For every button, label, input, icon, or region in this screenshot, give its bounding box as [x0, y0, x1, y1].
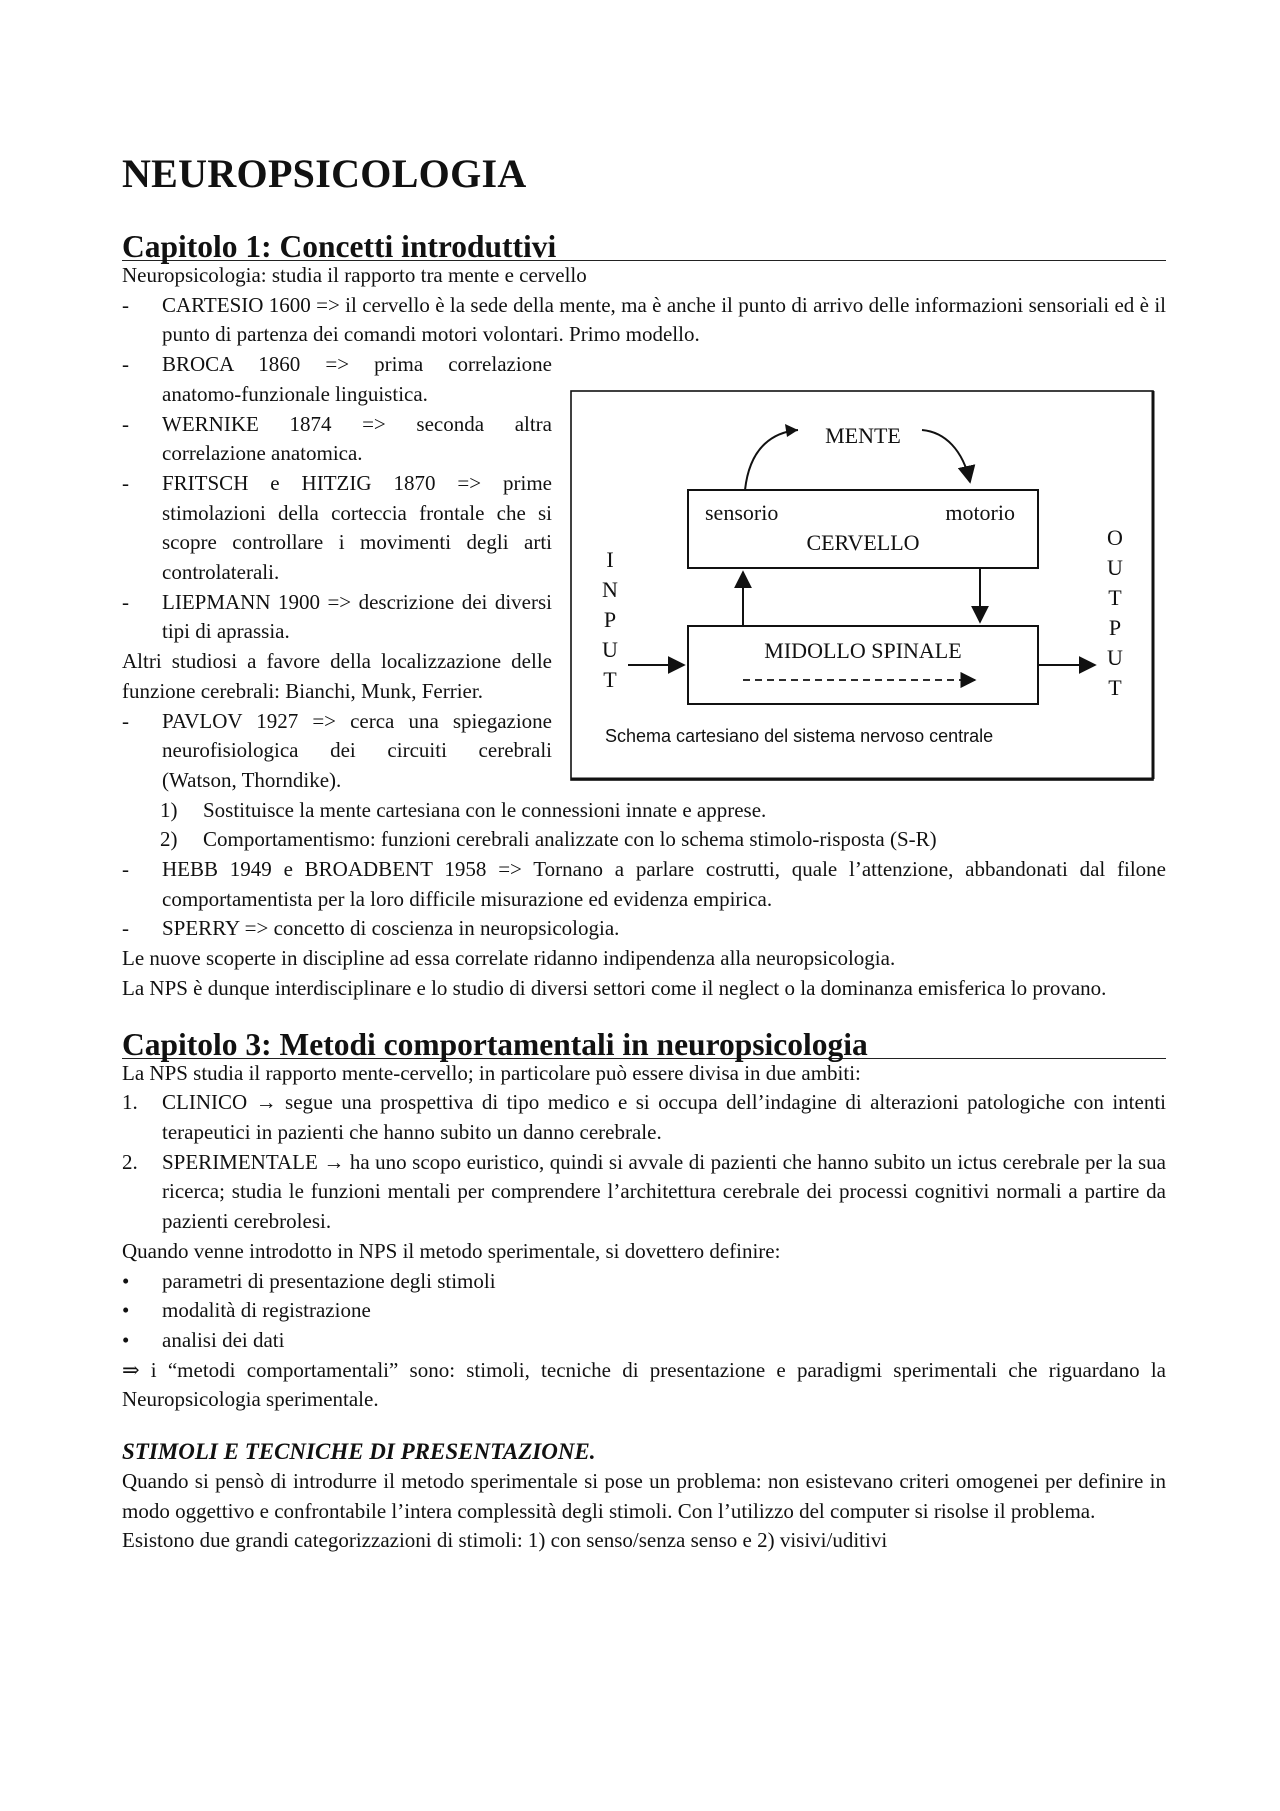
list-item-text: CLINICO → segue una prospettiva di tipo medico e si occupa dell’indagine di alterazioni patologiche con intenti terapeutici in pazienti che hanno subito un danno cerebrale.	[162, 1090, 1166, 1144]
list-item-clinico	[122, 1088, 1166, 1147]
dash-marker: -	[122, 708, 129, 733]
arrow-to-mente-head	[785, 424, 798, 437]
arrow-from-mente	[922, 430, 970, 482]
stimoli-heading: STIMOLI E TECNICHE DI PRESENTAZIONE.	[122, 1439, 596, 1465]
stimoli-paragraph-2: Esistono due grandi categorizzazioni di stimoli: 1) con senso/senza senso e 2) visivi/uditivi	[122, 1528, 888, 1553]
output-label-letter: P	[1108, 615, 1122, 640]
dash-marker: -	[122, 292, 129, 317]
output-label-letter: T	[1108, 675, 1122, 700]
bullet-icon: •	[122, 1327, 130, 1352]
bullet-item	[122, 1267, 1166, 1297]
number-marker: 2)	[160, 827, 178, 852]
diagram-frame	[571, 391, 1153, 780]
input-label-letter: N	[602, 577, 618, 602]
number-marker: 1)	[160, 797, 178, 822]
midollo-label: MIDOLLO SPINALE	[764, 638, 962, 663]
dash-marker: -	[122, 470, 129, 495]
chapter1-intro: Neuropsicologia: studia il rapporto tra mente e cervello	[122, 263, 587, 287]
dash-marker: -	[122, 589, 129, 614]
metodi-comportamentali-text: ⇒ i “metodi comportamentali” sono: stimoli, tecniche di presentazione e paradigmi sperimentali che riguardano la Neuropsicologia sperimentale.	[122, 1357, 1166, 1412]
dash-marker: -	[122, 857, 129, 882]
bullet-text: modalità di registrazione	[162, 1298, 371, 1323]
bullet-icon: •	[122, 1298, 130, 1323]
altri-studiosi-text: Altri studiosi a favore della localizzazione delle funzione cerebrali: Bianchi, Munk, Ferrier.	[122, 649, 552, 703]
list-item-liepmann	[122, 588, 552, 647]
input-label-letter: U	[602, 637, 618, 662]
sensorio-label: sensorio	[705, 500, 779, 525]
bullet-item	[122, 1296, 1166, 1326]
dash-marker: -	[122, 916, 129, 941]
input-label-letter: P	[603, 607, 617, 632]
list-item-text: LIEPMANN 1900 => descrizione dei diversi tipi di aprassia.	[162, 589, 552, 644]
number-marker: 1.	[122, 1090, 138, 1115]
list-item-sperry	[122, 914, 1166, 944]
nuove-scoperte-text: Le nuove scoperte in discipline ad essa correlate ridanno indipendenza alla neuropsicologia.	[122, 946, 896, 971]
bullet-text: analisi dei dati	[162, 1327, 285, 1352]
number-marker: 2.	[122, 1149, 138, 1174]
stimoli-paragraph-1: Quando si pensò di introdurre il metodo sperimentale si pose un problema: non esistevano criteri omogenei per definire in modo oggettivo e confrontabile l’intera complessità degli stimoli. Con l’utilizzo del computer si risolse il problema.	[122, 1469, 1166, 1523]
diagram-caption: Schema cartesiano del sistema nervoso centrale	[605, 726, 994, 746]
subitem-text: Comportamentismo: funzioni cerebrali analizzate con lo schema stimolo-risposta (S-R)	[203, 827, 937, 852]
list-item-text: BROCA 1860 => prima correlazione anatomo-funzionale linguistica.	[162, 352, 552, 406]
nps-interdisciplinare-text: La NPS è dunque interdisciplinare e lo studio di diversi settori come il neglect o la dominanza emisferica lo provano.	[122, 975, 1107, 1000]
diagram-svg	[570, 390, 1156, 783]
bullet-text: parametri di presentazione degli stimoli	[162, 1268, 496, 1293]
list-item-text: WERNIKE 1874 => seconda altra correlazione anatomica.	[162, 411, 552, 466]
chapter3-heading: Capitolo 3: Metodi comportamentali in neuropsicologia	[122, 1032, 1166, 1059]
output-label-letter: U	[1107, 555, 1123, 580]
output-label-letter: T	[1108, 585, 1122, 610]
chapter3-intro: La NPS studia il rapporto mente-cervello; in particolare può essere divisa in due ambiti:	[122, 1060, 861, 1085]
dash-marker: -	[122, 411, 129, 436]
cervello-label: CERVELLO	[806, 530, 920, 555]
list-item-text: CARTESIO 1600 => il cervello è la sede della mente, ma è anche il punto di arrivo delle informazioni sensoriali ed è il punto di partenza dei comandi motori volontari. Primo modello.	[162, 292, 1166, 347]
input-label	[602, 547, 618, 692]
list-item-cartesio	[122, 291, 1166, 350]
subitem-text: Sostituisce la mente cartesiana con le connessioni innate e apprese.	[203, 797, 767, 822]
list-item-text: SPERRY => concetto di coscienza in neuropsicologia.	[162, 916, 620, 941]
output-label	[1107, 525, 1123, 700]
list-item-text: SPERIMENTALE → ha uno scopo euristico, quindi si avvale di pazienti che hanno subito un ictus cerebrale per la sua ricerca; studia le funzioni mentali per comprendere l’architettura cerebrale dei processi cognitivi normali a partire da pazienti cerebrolesi.	[162, 1149, 1166, 1234]
pavlov-subitem-1	[122, 796, 1166, 826]
left-column	[122, 350, 552, 796]
quando-venne-text: Quando venne introdotto in NPS il metodo sperimentale, si dovettero definire:	[122, 1238, 781, 1263]
input-label-letter: I	[606, 547, 614, 572]
motorio-label: motorio	[945, 500, 1015, 525]
list-item-broca	[122, 350, 552, 409]
document-title: NEUROPSICOLOGIA	[122, 151, 527, 196]
output-label-letter: O	[1107, 525, 1123, 550]
list-item-fritsch	[122, 469, 552, 588]
list-item-hebb	[122, 855, 1166, 914]
list-item-sperimentale	[122, 1148, 1166, 1237]
list-item-text: HEBB 1949 e BROADBENT 1958 => Tornano a parlare costrutti, quale l’attenzione, abbandonati dal filone comportamentista per la loro difficile misurazione ed evidenza empirica.	[162, 857, 1166, 911]
output-label-letter: U	[1107, 645, 1123, 670]
input-label-letter: T	[603, 667, 617, 692]
chapter1-heading: Capitolo 1: Concetti introduttivi	[122, 234, 1166, 261]
dash-marker: -	[122, 352, 129, 377]
cartesian-diagram	[570, 390, 1156, 783]
bullet-item	[122, 1326, 1166, 1356]
arrow-to-mente	[745, 430, 798, 490]
mente-label: MENTE	[825, 423, 901, 448]
bullet-icon: •	[122, 1268, 130, 1293]
list-item-wernike	[122, 410, 552, 469]
list-item-pavlov	[122, 707, 552, 796]
pavlov-subitem-2	[122, 825, 1166, 855]
list-item-text: PAVLOV 1927 => cerca una spiegazione neurofisiologica dei circuiti cerebrali (Watson, Thorndike).	[162, 708, 552, 792]
list-item-text: FRITSCH e HITZIG 1870 => prime stimolazioni della corteccia frontale che si scopre controllare i movimenti degli arti controlaterali.	[162, 470, 552, 585]
